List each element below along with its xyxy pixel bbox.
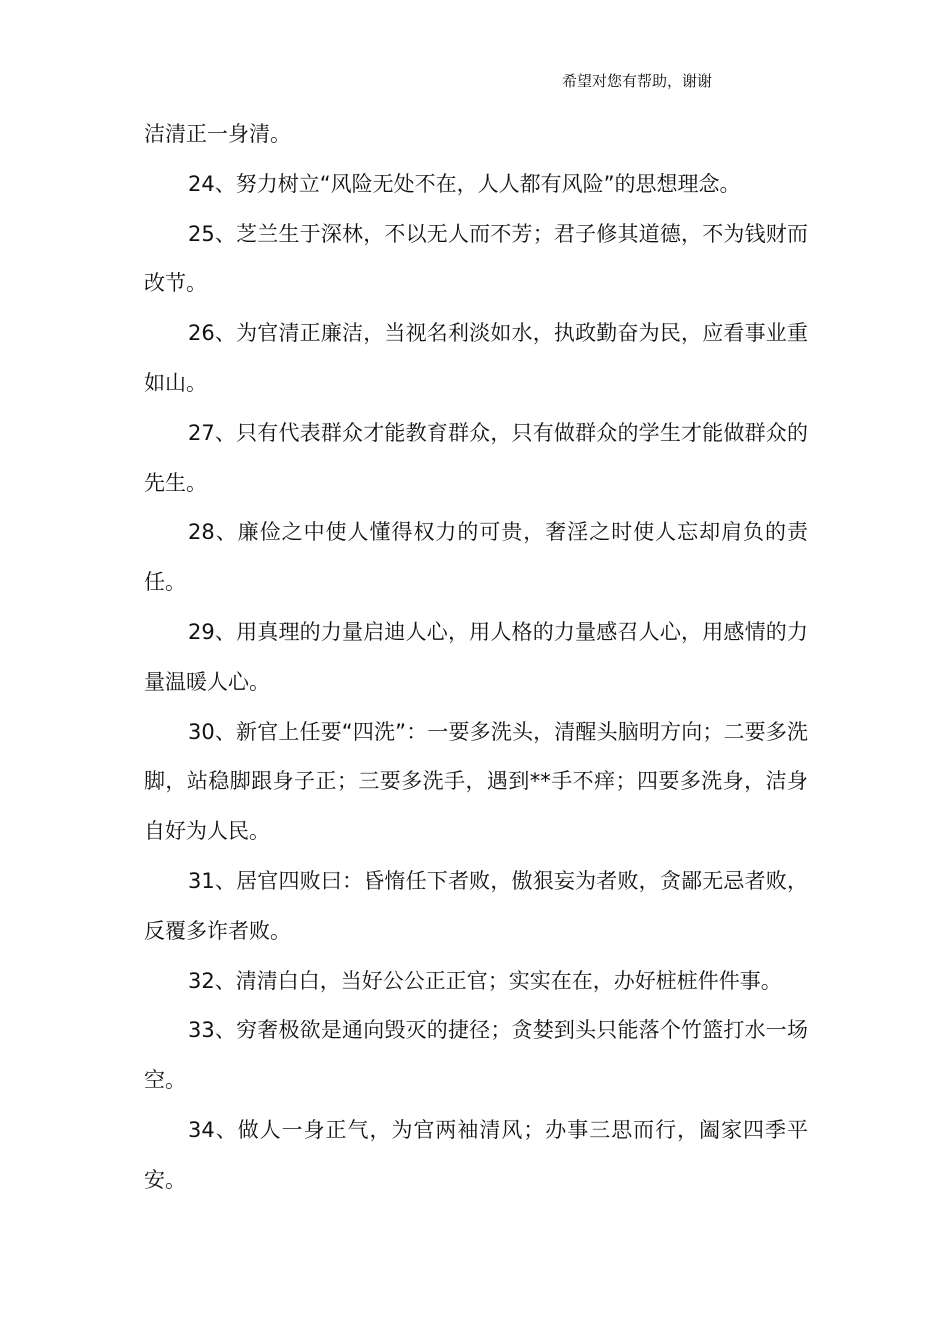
- paragraph-27: 27、只有代表群众才能教育群众，只有做群众的学生才能做群众的先生。: [144, 420, 808, 495]
- paragraph-29: 29、用真理的力量启迪人心，用人格的力量感召人心，用感情的力量温暖人心。: [144, 619, 808, 694]
- paragraph-32: 32、清清白白，当好公公正正官；实实在在，办好桩桩件件事。: [188, 968, 782, 993]
- paragraph-30: 30、新官上任要“四洗”：一要多洗头，清醒头脑明方向；二要多洗脚，站稳脚跟身子正；三要多洗手，遇到**手不痒；四要多洗身，洁身自好为人民。: [144, 719, 808, 844]
- paragraph-24: 24、努力树立“风险无处不在，人人都有风险”的思想理念。: [188, 171, 741, 196]
- document-body: [144, 110, 808, 1206]
- paragraph-34: 34、做人一身正气，为官两袖清风；办事三思而行，阖家四季平安。: [144, 1117, 808, 1192]
- header-note: 希望对您有帮助，谢谢: [562, 72, 713, 90]
- paragraph-33: 33、穷奢极欲是通向毁灭的捷径；贪婪到头只能落个竹篮打水一场空。: [144, 1018, 808, 1093]
- paragraph-25: 25、芝兰生于深林，不以无人而不芳；君子修其道德，不为钱财而改节。: [144, 221, 808, 296]
- paragraph-26: 26、为官清正廉洁，当视名利淡如水，执政勤奋为民，应看事业重如山。: [144, 321, 808, 395]
- paragraph-28: 28、廉俭之中使人懂得权力的可贵，奢淫之时使人忘却肩负的责任。: [144, 520, 808, 595]
- paragraph-continued: 洁清正一身清。: [144, 122, 291, 146]
- paragraph-31: 31、居官四败曰：昏惰任下者败，傲狠妄为者败，贪鄙无忌者败，反覆多诈者败。: [144, 868, 808, 943]
